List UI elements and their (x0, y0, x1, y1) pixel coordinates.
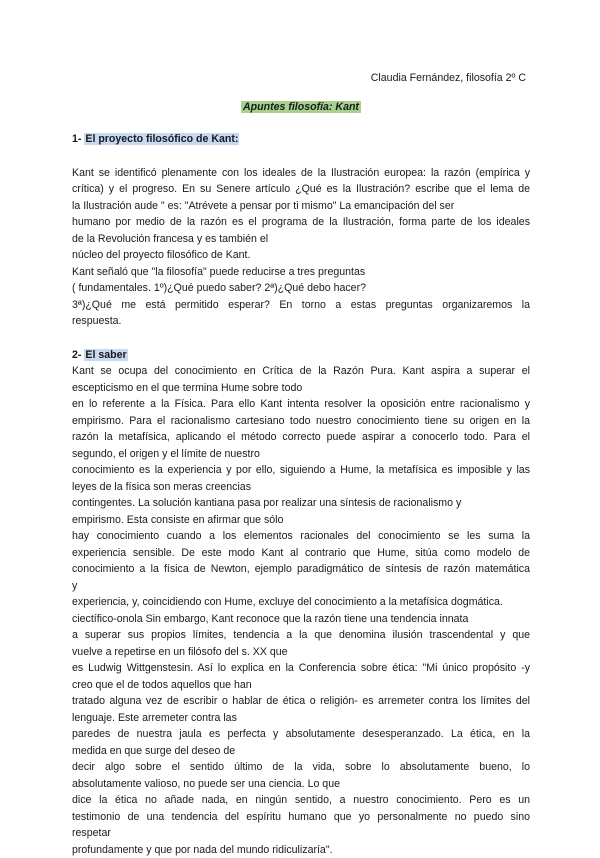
section-1-title: El proyecto filosófico de Kant: (84, 133, 239, 145)
text-line: paredes de nuestra jaula es perfecta y absolutamente desesperanzado. La ética, en la (72, 726, 530, 743)
text-line: hay conocimiento cuando a los elementos racionales del conocimiento se les suma la (72, 528, 530, 545)
section-1-body (72, 165, 530, 330)
text-line: conocimiento es la experiencia y por ello, siguiendo a Hume, la metafísica es imposible y las (72, 462, 530, 479)
text-line: razón la metafísica, aplicando el método correcto puede aspirar a conocerlo todo. Para el (72, 429, 530, 446)
section-2-body (72, 363, 530, 858)
section-1-number: 1- (72, 133, 81, 145)
text-line: empirismo. Para el racionalismo cartesiano todo nuestro conocimiento tiene su origen en la (72, 413, 530, 430)
text-line: respetar (72, 825, 530, 842)
text-line: empirismo. Esta consiste en afirmar que sólo (72, 512, 530, 529)
text-line: profundamente y que por nada del mundo ridiculizaría". (72, 842, 530, 858)
section-2-heading (72, 347, 530, 364)
text-line: Kant se identificó plenamente con los ideales de la Ilustración europea: la razón (empírica y (72, 165, 530, 182)
text-line: testimonio de una tendencia del espíritu humano que yo personalmente no puedo sino (72, 809, 530, 826)
text-line: contingentes. La solución kantiana pasa por realizar una síntesis de racionalismo y (72, 495, 530, 512)
text-line: ( fundamentales. 1º)¿Qué puedo saber? 2ª)¿Qué debo hacer? (72, 280, 530, 297)
text-line: la Ilustración aude " es: "Atrévete a pensar por ti mismo" La emancipación del ser (72, 198, 530, 215)
text-line: respuesta. (72, 313, 530, 330)
text-line: crítica) y el progreso. En su Senere artículo ¿Qué es la Ilustración? escribe que el lema de (72, 181, 530, 198)
text-line: en lo referente a la Física. Para ello Kant intenta resolver la oposición entre racionalismo y (72, 396, 530, 413)
title-wrapper (72, 99, 530, 116)
section-1-heading (72, 131, 530, 148)
text-line: tratado alguna vez de escribir o hablar de ética o religión- es arremeter contra los límites del (72, 693, 530, 710)
author-line: Claudia Fernández, filosofía 2º C (72, 70, 526, 87)
section-2-number: 2- (72, 349, 81, 361)
text-line: absolutamente valioso, no puede ser una ciencia. Lo que (72, 776, 530, 793)
text-line: Kant se ocupa del conocimiento en Crítica de la Razón Pura. Kant aspira a superar el (72, 363, 530, 380)
text-line: experiencia sensible. De este modo Kant al contrario que Hume, sitúa como modelo de (72, 545, 530, 562)
section-2-title: El saber (84, 349, 127, 361)
text-line: núcleo del proyecto filosófico de Kant. (72, 247, 530, 264)
text-line: escepticismo en el que termina Hume sobre todo (72, 380, 530, 397)
text-line: humano por medio de la razón es el programa de la Ilustración, forma parte de los ideales (72, 214, 530, 231)
document-title: Apuntes filosofía: Kant (241, 101, 361, 113)
text-line: de la Revolución francesa y es también el (72, 231, 530, 248)
text-line: decir algo sobre el sentido último de la vida, sobre lo absolutamente bueno, lo (72, 759, 530, 776)
text-line: conocimiento a la física de Newton, ejemplo paradigmático de síntesis de razón matemática (72, 561, 530, 578)
text-line: leyes de la física son meras creencias (72, 479, 530, 496)
text-line: y (72, 578, 530, 595)
text-line: vuelve a repetirse en un filósofo del s. XX que (72, 644, 530, 661)
text-line: creo que el de todos aquellos que han (72, 677, 530, 694)
text-line: a superar sus propios límites, tendencia a la que denomina ilusión trascendental y que (72, 627, 530, 644)
text-line: experiencia, y, coincidiendo con Hume, excluye del conocimiento a la metafísica dogmática. (72, 594, 530, 611)
text-line: segundo, el origen y el límite de nuestro (72, 446, 530, 463)
text-line: lenguaje. Este arremeter contra las (72, 710, 530, 727)
text-line: dice la ética no añade nada, en ningún sentido, a nuestro conocimiento. Pero es un (72, 792, 530, 809)
text-line: Kant señaló que "la filosofía" puede reducirse a tres preguntas (72, 264, 530, 281)
text-line: ciectífico-onola Sin embargo, Kant reconoce que la razón tiene una tendencia innata (72, 611, 530, 628)
text-line: es Ludwig Wittgenstesin. Así lo explica en la Conferencia sobre ética: "Mi único propósito -y (72, 660, 530, 677)
text-line: 3ª)¿Qué me está permitido esperar? En torno a estas preguntas organizaremos la (72, 297, 530, 314)
text-line: medida en que surge del deseo de (72, 743, 530, 760)
